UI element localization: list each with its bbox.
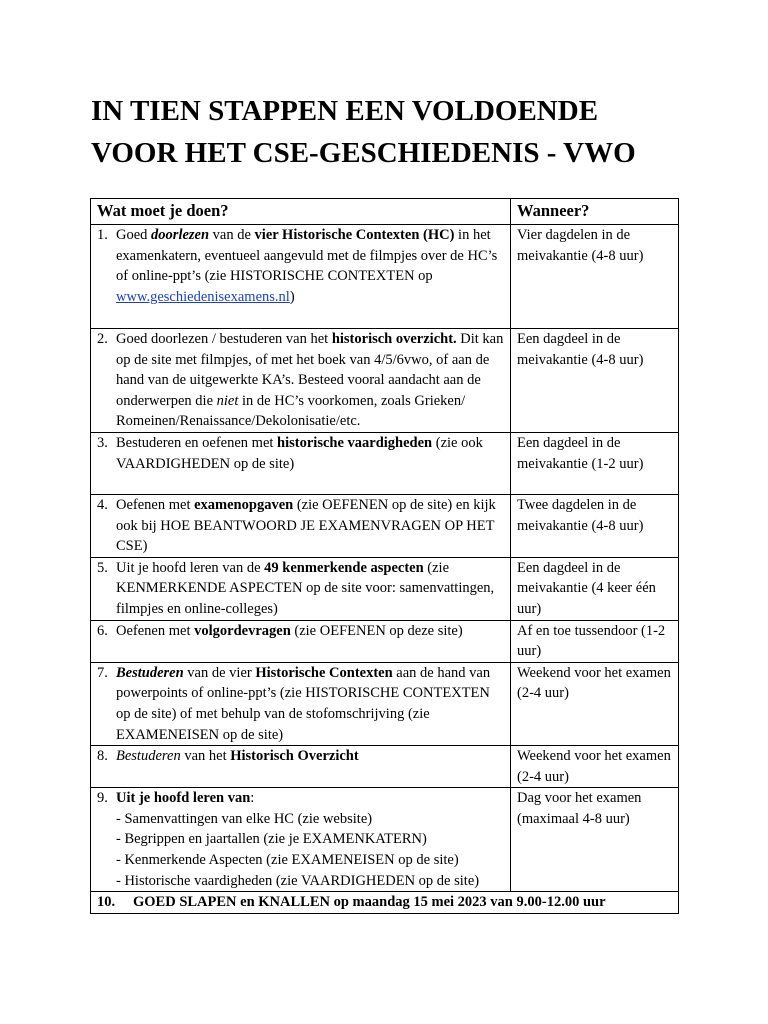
step-2-what: [91, 329, 511, 433]
step-4-what: [91, 494, 511, 557]
step-number: 4.: [97, 496, 108, 513]
title-line-2: VOOR HET CSE-GESCHIEDENIS - VWO: [91, 137, 636, 169]
list-item: - Historische vaardigheden (zie VAARDIGHEDEN op de site): [116, 872, 480, 889]
step-number: 6.: [97, 622, 108, 639]
step-9-when: Dag voor het examen (maximaal 4-8 uur): [511, 788, 679, 892]
step-text: GOED SLAPEN en KNALLEN op maandag 15 mei 2023 van 9.00-12.00 uur: [133, 894, 606, 911]
table-row-step-4: [91, 494, 679, 557]
table-row-step-7: [91, 662, 679, 745]
step-text: Bestuderen en oefenen met historische vaardigheden (zie ook VAARDIGHEDEN op de site): [116, 434, 483, 472]
step-number: 5.: [97, 559, 108, 576]
header-when: Wanneer?: [511, 199, 679, 225]
step-6-when: Af en toe tussendoor (1-2 uur): [511, 620, 679, 662]
step-text: Uit je hoofd leren van: - Samenvattingen van elke HC (zie website) - Begrippen en jaartallen (zie je EXAMENKATERN) - Kenmerkende Aspecten (zie EXAMENEISEN op de site) - Historische vaardigheden (zie VAARDIGHEDEN op de site): [116, 788, 506, 891]
table-header-row: [91, 199, 679, 225]
list-item: - Kenmerkende Aspecten (zie EXAMENEISEN op de site): [116, 852, 459, 869]
step-1-when: Vier dagdelen in de meivakantie (4-8 uur): [511, 225, 679, 329]
step-number: 8.: [97, 748, 108, 765]
step-1-what: [91, 225, 511, 329]
list-item: - Samenvattingen van elke HC (zie website): [116, 810, 373, 827]
step-3-what: [91, 432, 511, 494]
step-2-when: Een dagdeel in de meivakantie (4-8 uur): [511, 329, 679, 433]
header-what: Wat moet je doen?: [91, 199, 511, 225]
table-row-step-9: [91, 788, 679, 892]
step-text: Goed doorlezen / bestuderen van het historisch overzicht. Dit kan op de site met filmpjes, of met het boek van 4/5/6vwo, of aan de hand van de uitgewerkte KA’s. Besteed vooral aandacht aan de onderwerpen die niet in de HC’s voorkomen, zoals Grieken/ Romeinen/Renaissance/Dekolonisatie/etc.: [116, 331, 504, 430]
step-text: Oefenen met examenopgaven (zie OEFENEN op de site) en kijk ook bij HOE BEANTWOORD JE EXAMENVRAGEN OP HET CSE): [116, 496, 496, 555]
step-4-when: Twee dagdelen in de meivakantie (4-8 uur): [511, 494, 679, 557]
table-row-step-6: [91, 620, 679, 662]
step-number: 7.: [97, 664, 108, 681]
step-8-when: Weekend voor het examen (2-4 uur): [511, 746, 679, 788]
website-link[interactable]: www.geschiedenisexamens.nl: [116, 288, 290, 305]
step-7-when: Weekend voor het examen (2-4 uur): [511, 662, 679, 745]
step-8-what: [91, 746, 511, 788]
table-row-step-10: [91, 892, 679, 914]
table-row-step-5: [91, 557, 679, 620]
step-number: 1.: [97, 227, 108, 243]
table-row-step-2: [91, 329, 679, 433]
list-item: - Begrippen en jaartallen (zie je EXAMENKATERN): [116, 831, 427, 848]
step-text: Bestuderen van het Historisch Overzicht: [116, 748, 359, 765]
step-9-what: [91, 788, 511, 892]
step-number: 10.: [97, 894, 116, 911]
step-number: 3.: [97, 434, 108, 451]
table-row-step-1: [91, 225, 679, 329]
title-line-1: IN TIEN STAPPEN EEN VOLDOENDE: [91, 95, 599, 127]
table-row-step-3: [91, 432, 679, 494]
step-text: Bestuderen van de vier Historische Contexten aan de hand van powerpoints of online-ppt’s (zie HISTORISCHE CONTEXTEN op de site) of met behulp van de stofomschrijving (zie EXAMENEISEN op de site): [116, 664, 491, 743]
table-row-step-8: [91, 746, 679, 788]
step-10-what: [91, 892, 679, 914]
step-number: 2.: [97, 331, 108, 347]
step-text: Oefenen met volgordevragen (zie OEFENEN op deze site): [116, 622, 463, 639]
step-5-what: [91, 557, 511, 620]
step-7-what: [91, 662, 511, 745]
step-6-what: [91, 620, 511, 662]
step-number: 9.: [97, 790, 108, 807]
page-title: [91, 90, 731, 174]
steps-table: [90, 198, 679, 914]
step-text: Goed doorlezen van de vier Historische Contexten (HC) in het examenkatern, eventueel aangevuld met de filmpjes over de HC’s of online-ppt’s (zie HISTORISCHE CONTEXTEN op www.geschiedenisexamens.nl): [116, 227, 498, 305]
step-text: Uit je hoofd leren van de 49 kenmerkende aspecten (zie KENMERKENDE ASPECTEN op de site voor: samenvattingen, filmpjes en online-colleges): [116, 559, 495, 617]
step-5-when: Een dagdeel in de meivakantie (4 keer één uur): [511, 557, 679, 620]
step-3-when: Een dagdeel in de meivakantie (1-2 uur): [511, 432, 679, 494]
